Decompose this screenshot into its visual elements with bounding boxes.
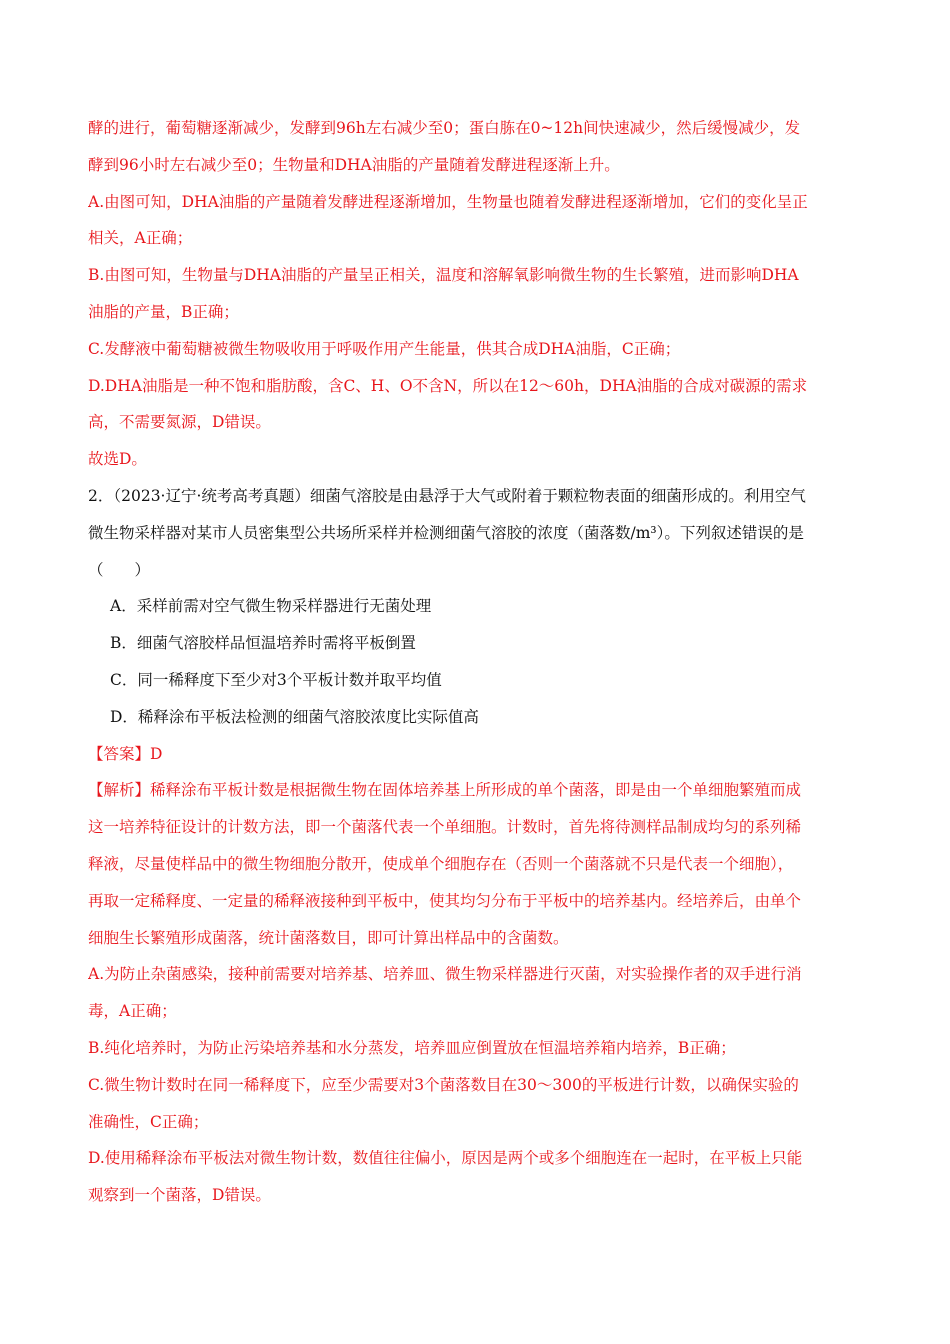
analysis-line: D.DHA油脂是一种不饱和脂肪酸，含C、H、O不含N，所以在12～60h，DHA油脂的合成对碳源的需求 bbox=[88, 376, 808, 395]
analysis-line: 相关，A正确； bbox=[88, 229, 193, 248]
analysis-first-line bbox=[88, 772, 864, 809]
option-b: B．细菌气溶胶样品恒温培养时需将平板倒置 bbox=[110, 634, 416, 653]
question-blank: （ ） bbox=[88, 560, 151, 579]
answer-line bbox=[88, 736, 864, 773]
analysis-block bbox=[88, 772, 864, 1214]
conclusion-line: 故选D。 bbox=[88, 450, 147, 469]
analysis-line: 油脂的产量，B正确； bbox=[88, 302, 239, 321]
analysis-line: C.发酵液中葡萄糖被微生物吸收用于呼吸作用产生能量，供其合成DHA油脂，C正确； bbox=[88, 339, 681, 358]
analysis-line: 释液，尽量使样品中的微生物细胞分散开，使成单个细胞存在（否则一个菌落就不只是代表一个细胞）， bbox=[88, 854, 794, 873]
option-a: A．采样前需对空气微生物采样器进行无菌处理 bbox=[110, 597, 432, 616]
analysis-line: D.使用稀释涂布平板法对微生物计数，数值往往偏小，原因是两个或多个细胞连在一起时，在平板上只能 bbox=[88, 1149, 803, 1168]
answer-value: D bbox=[150, 744, 163, 763]
answer-tag: 【答案】 bbox=[88, 744, 151, 763]
option-d: D．稀释涂布平板法检测的细菌气溶胶浓度比实际值高 bbox=[110, 707, 479, 726]
previous-analysis-block bbox=[88, 110, 864, 478]
question-stem-line: 2．（2023·辽宁·统考高考真题）细菌气溶胶是由悬浮于大气或附着于颗粒物表面的细菌形成的。利用空气 bbox=[88, 486, 806, 505]
question-stem-line: 微生物采样器对某市人员密集型公共场所采样并检测细菌气溶胶的浓度（菌落数/m³）。下列叙述错误的是 bbox=[88, 523, 804, 542]
analysis-line: 这一培养特征设计的计数方法，即一个菌落代表一个单细胞。计数时，首先将待测样品制成均匀的系列稀 bbox=[88, 818, 802, 837]
document-page bbox=[88, 110, 864, 1214]
analysis-line: 毒，A正确； bbox=[88, 1002, 177, 1021]
analysis-line: A.由图可知，DHA油脂的产量随着发酵进程逐渐增加，生物量也随着发酵进程逐渐增加，它们的变化呈正 bbox=[88, 192, 808, 211]
question-block bbox=[88, 478, 864, 736]
analysis-line: 观察到一个菌落，D错误。 bbox=[88, 1186, 271, 1205]
analysis-line: B.纯化培养时，为防止污染培养基和水分蒸发，培养皿应倒置放在恒温培养箱内培养，B正确； bbox=[88, 1038, 736, 1057]
analysis-line: C.微生物计数时在同一稀释度下，应至少需要对3个菌落数目在30～300的平板进行计数，以确保实验的 bbox=[88, 1075, 799, 1094]
analysis-tag: 【解析】 bbox=[88, 781, 151, 800]
analysis-line: B.由图可知，生物量与DHA油脂的产量呈正相关，温度和溶解氧影响微生物的生长繁殖，进而影响DHA bbox=[88, 266, 799, 285]
analysis-line: 酵到96小时左右减少至0；生物量和DHA油脂的产量随着发酵进程逐渐上升。 bbox=[88, 155, 620, 174]
analysis-line: 酵的进行，葡萄糖逐渐减少，发酵到96h左右减少至0；蛋白胨在0~12h间快速减少，然后缓慢减少，发 bbox=[88, 119, 801, 137]
analysis-text: 稀释涂布平板计数是根据微生物在固体培养基上所形成的单个菌落，即是由一个单细胞繁殖而成 bbox=[150, 781, 802, 800]
analysis-line: 细胞生长繁殖形成菌落，统计菌落数目，即可计算出样品中的含菌数。 bbox=[88, 928, 569, 947]
option-c: C．同一稀释度下至少对3个平板计数并取平均值 bbox=[110, 670, 442, 689]
analysis-line: 高，不需要氮源，D错误。 bbox=[88, 413, 271, 432]
analysis-line: A.为防止杂菌感染，接种前需要对培养基、培养皿、微生物采样器进行灭菌，对实验操作者的双手进行消 bbox=[88, 965, 802, 984]
analysis-line: 再取一定稀释度、一定量的稀释液接种到平板中，使其均匀分布于平板中的培养基内。经培养后，由单个 bbox=[88, 891, 802, 910]
analysis-line: 准确性，C正确； bbox=[88, 1112, 209, 1131]
